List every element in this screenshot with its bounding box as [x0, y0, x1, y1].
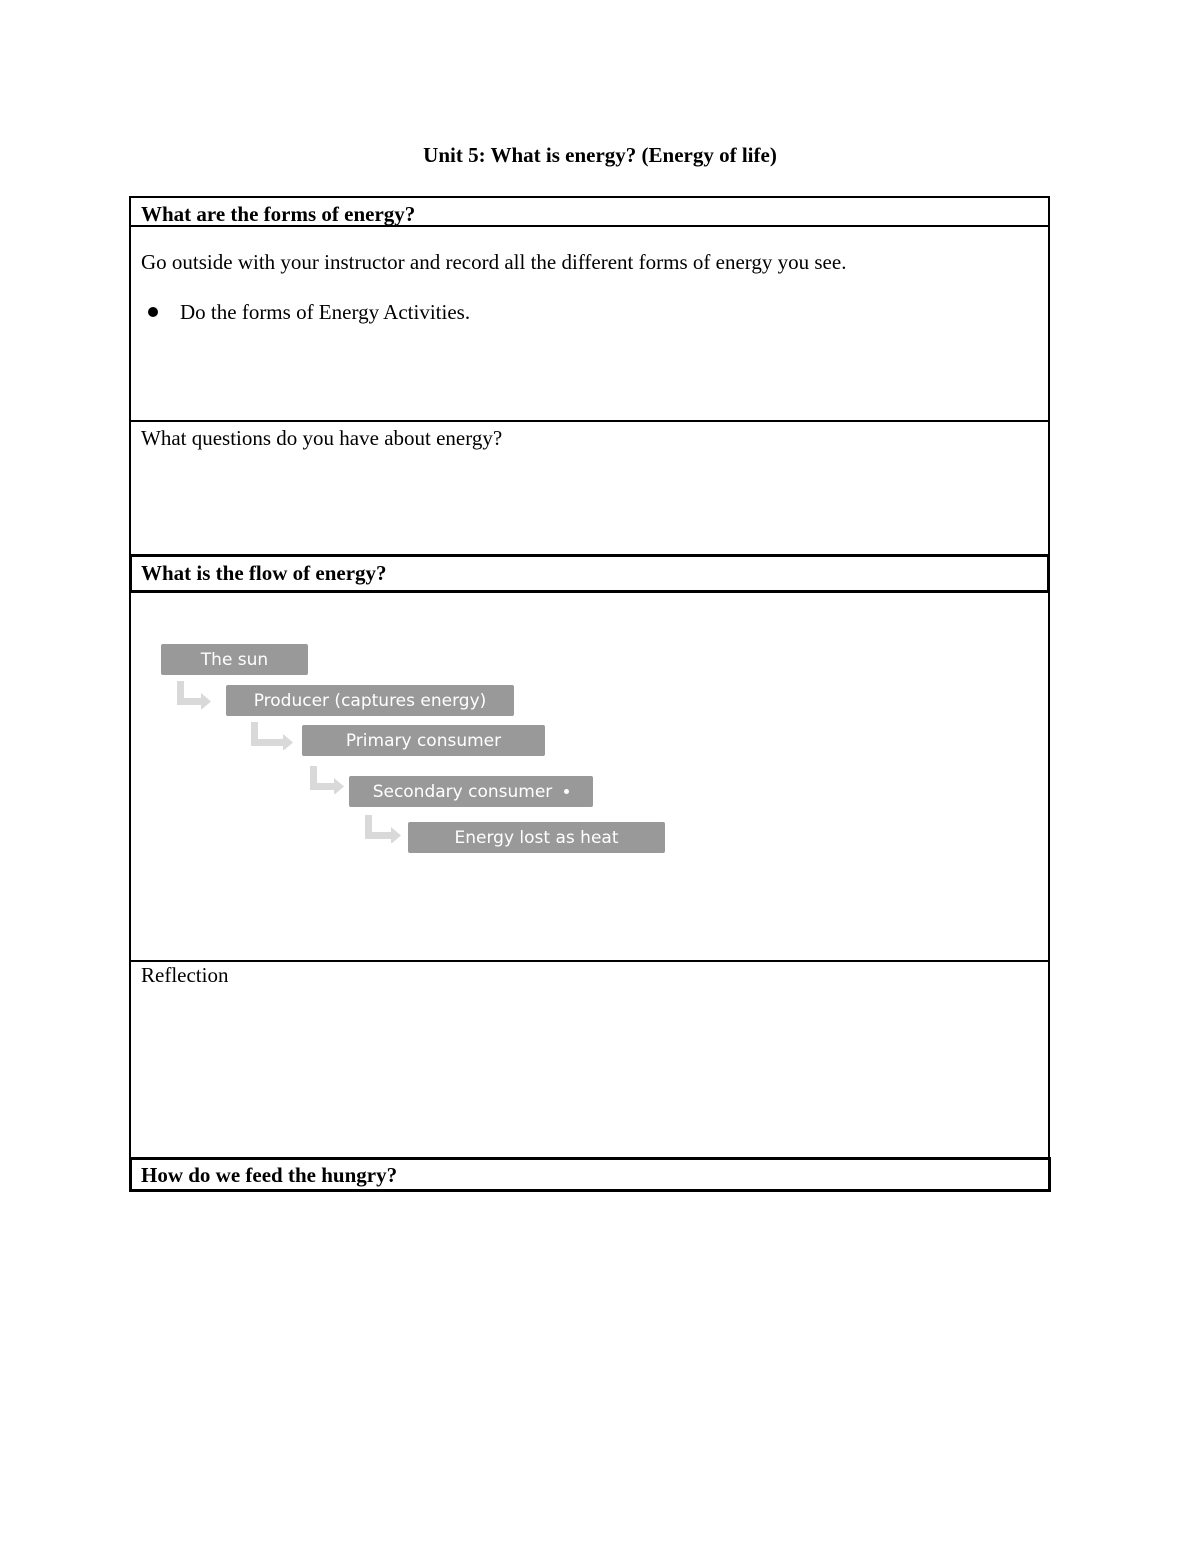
reflection-label: Reflection [141, 963, 229, 987]
feed-hungry-header: How do we feed the hungry? [141, 1163, 398, 1187]
flow-step-producer: Producer (captures energy) [226, 685, 514, 716]
flow-of-energy-header: What is the flow of energy? [141, 561, 387, 585]
page-title: Unit 5: What is energy? (Energy of life) [423, 143, 777, 167]
flow-arrow-icon [249, 722, 295, 750]
flow-step-sun: The sun [161, 644, 308, 675]
forms-bullet-text: Do the forms of Energy Activities. [180, 300, 471, 324]
flow-arrow-icon [308, 766, 346, 794]
flow-arrow-icon [175, 681, 213, 709]
forms-bullet-item [148, 300, 470, 325]
flow-step-primary-consumer: Primary consumer [302, 725, 545, 756]
flow-dot-icon [564, 789, 569, 794]
forms-instruction-text: Go outside with your instructor and record all the different forms of energy you see. [141, 250, 847, 274]
bullet-icon [148, 307, 158, 317]
questions-prompt: What questions do you have about energy? [141, 426, 503, 450]
flow-step-energy-lost: Energy lost as heat [408, 822, 665, 853]
flow-step-secondary-consumer [349, 776, 593, 807]
flow-step-secondary-consumer-label: Secondary consumer [372, 781, 553, 802]
reflection-cell [129, 960, 1050, 1160]
forms-of-energy-header: What are the forms of energy? [141, 202, 416, 226]
flow-arrow-icon [363, 815, 403, 843]
